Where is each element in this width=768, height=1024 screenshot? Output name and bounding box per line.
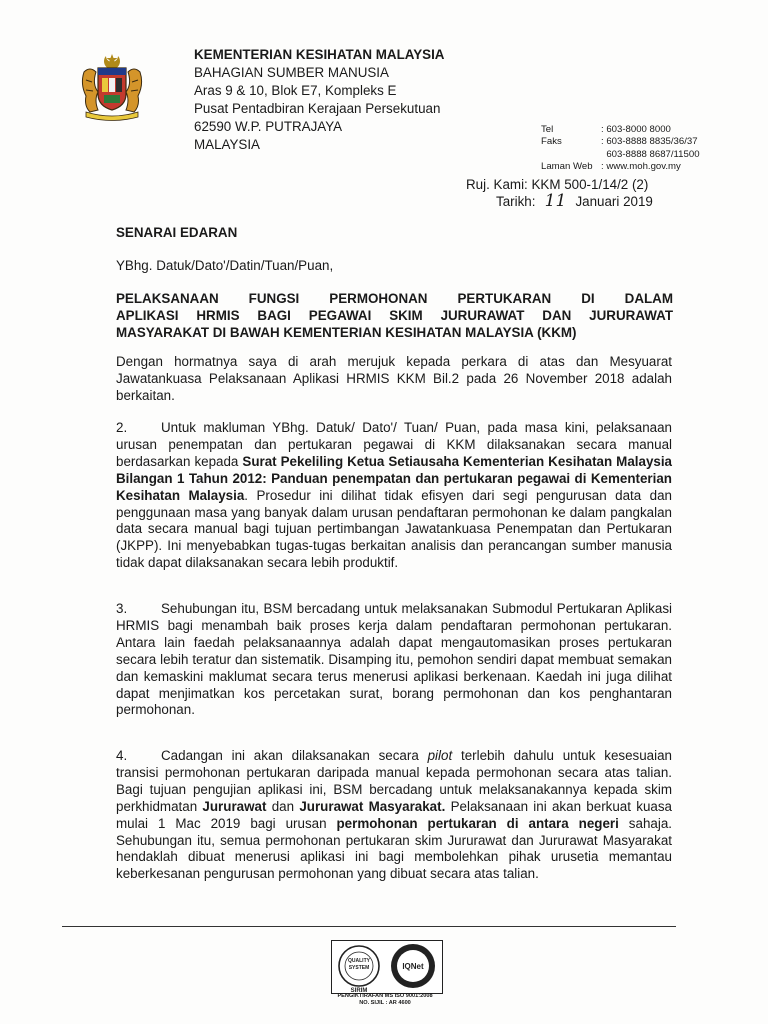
distribution-heading: SENARAI EDARAN [116,225,238,240]
scheme-name: Jururawat [202,798,267,814]
address-line: Aras 9 & 10, Blok E7, Kompleks E [194,83,397,98]
web-value: : www.moh.gov.my [601,161,681,173]
paragraph-text: Sehubungan itu, BSM bercadang untuk melaksanakan Submodul Pertukaran Aplikasi HRMIS bagi menambah baik proses kerja dalam pendaftaran permohonan pertukaran. Antara lain faedah pelaksanaannya adalah dapat mengautomasikan proses pertukaran secara lebih teratur dan sistematik. Disamping itu, pemohon sendiri dapat membuat semakan dan kemaskini maklumat secara terus menerusi aplikasi berkenaan. Kaedah ini juga dilihat dapat menjimatkan kos percetakan surat, borang permohonan dan kos penghantaran permohonan. [116,601,672,718]
certification-caption [310,993,460,1007]
iso-certification-logo-icon [331,940,443,994]
address-line: MALAYSIA [194,137,260,152]
paragraph-text: terlebih dahulu untuk kesesuaian transisi permohonan pertukaran daripada manual kepada permohonan secara atas talian. Bagi tujuan pengujian aplikasi ini, BSM bercadang untuk melaksanakannya kepada skim perkhidmatan [116,748,672,814]
address-line: Pusat Pentadbiran Kerajaan Persekutuan [194,101,441,116]
pilot-term: pilot [427,748,453,763]
certification-line: PENGIKTIRAFAN MS ISO 9001:2008 [337,993,433,999]
paragraph-text: . Prosedur ini dilihat tidak efisyen dari segi pengurusan data dan penggunaan masa yang banyak dalam urusan pendaftaran permohonan ke dalam pangkalan data secara manual bagi tujuan pertimbangan Jawatankuasa Penempatan dan Pertukaran (JKPP). Ini menyebabkan tugas-tugas berkaitan analisis dan perancangan sumber manusia tidak dapat dilaksanakan secara lebih produktif. [116,487,672,571]
address-line: 62590 W.P. PUTRAJAYA [194,119,343,134]
fax-value-2: 603-8888 8687/11500 [606,148,700,160]
ministry-name: KEMENTERIAN KESIHATAN MALAYSIA [194,47,445,62]
tel-label: Tel [541,124,554,135]
date-day-handwritten: 11 [544,191,567,211]
fax-label: Faks [541,136,562,148]
paragraph-4 [116,748,672,883]
paragraph-number: 4. [116,748,128,763]
circular-reference: Surat Pekeliling Ketua Setiausaha Kementerian Kesihatan Malaysia Bilangan 1 Tahun 2012: Panduan penempatan dan pertukaran pegawai di Kementerian Kesihatan Malaysia [116,453,673,503]
paragraph-text: dan [266,798,300,814]
malaysia-coat-of-arms-icon [76,50,148,122]
fax-value: : 603-8888 8835/36/37 [601,136,698,148]
paragraph-text: Pelaksanaan ini akan berkuat kuasa mulai 1 Mac 2019 bagi urusan [116,798,672,831]
reference-number: Ruj. Kami: KKM 500-1/14/2 (2) [466,177,649,192]
subject-line: PELAKSANAAN FUNGSI PERMOHONAN PERTUKARAN DI DALAM [116,291,673,306]
paragraph-3 [116,601,672,719]
paragraph-number: 3. [116,601,128,616]
cert-system-text: SYSTEM [348,965,370,971]
footer-divider [62,926,676,927]
certificate-number: NO. SIJIL : AR 4600 [359,1000,411,1006]
contact-block [541,124,700,174]
cert-sirim-text: SIRIM [350,988,368,994]
cert-quality-text: QUALITY [348,958,370,964]
subject-line: MASYARAKAT DI BAWAH KEMENTERIAN KESIHATAN MALAYSIA (KKM) [116,325,577,340]
ministry-address-block [194,46,444,154]
letter-date [496,193,653,210]
paragraph-number: 2. [116,420,128,435]
cert-iqnet-text: IQNet [402,962,424,971]
address-line: BAHAGIAN SUMBER MANUSIA [194,65,389,80]
paragraph-2 [116,420,672,572]
paragraph-text: Cadangan ini akan dilaksanakan secara [161,748,428,763]
date-label: Tarikh: [496,194,536,209]
web-label: Laman Web [541,161,593,173]
paragraph-text: Untuk makluman YBhg. Datuk/ Dato'/ Tuan/ Puan, pada masa kini, pelaksanaan urusan penempatan dan pertukaran pegawai di KKM dilaksanakan secara manual berdasarkan kepada [116,420,672,469]
paragraph-text: sahaja. Sehubungan itu, semua permohonan pertukaran skim Jururawat dan Jururawat Masyarakat hendaklah dibuat menerusi aplikasi ini bagi membolehkan pihak urusetia memantau keberkesanan pengurusan permohonan yang dibuat secara atas talian. [116,815,672,882]
date-month-year: Januari 2019 [575,194,653,209]
paragraph-1: Dengan hormatnya saya di arah merujuk kepada perkara di atas dan Mesyuarat Jawatankuasa Pelaksanaan Aplikasi HRMIS KKM Bil.2 pada 26 November 2018 adalah berkaitan. [116,354,672,403]
salutation: YBhg. Datuk/Dato'/Datin/Tuan/Puan, [116,258,334,273]
scheme-name: Jururawat Masyarakat. [299,798,446,814]
scope-term: permohonan pertukaran di antara negeri [336,815,619,831]
subject-line: APLIKASI HRMIS BAGI PEGAWAI SKIM JURURAWAT DAN JURURAWAT [116,308,673,323]
tel-value: : 603-8000 8000 [601,124,671,135]
subject-heading [116,290,673,341]
